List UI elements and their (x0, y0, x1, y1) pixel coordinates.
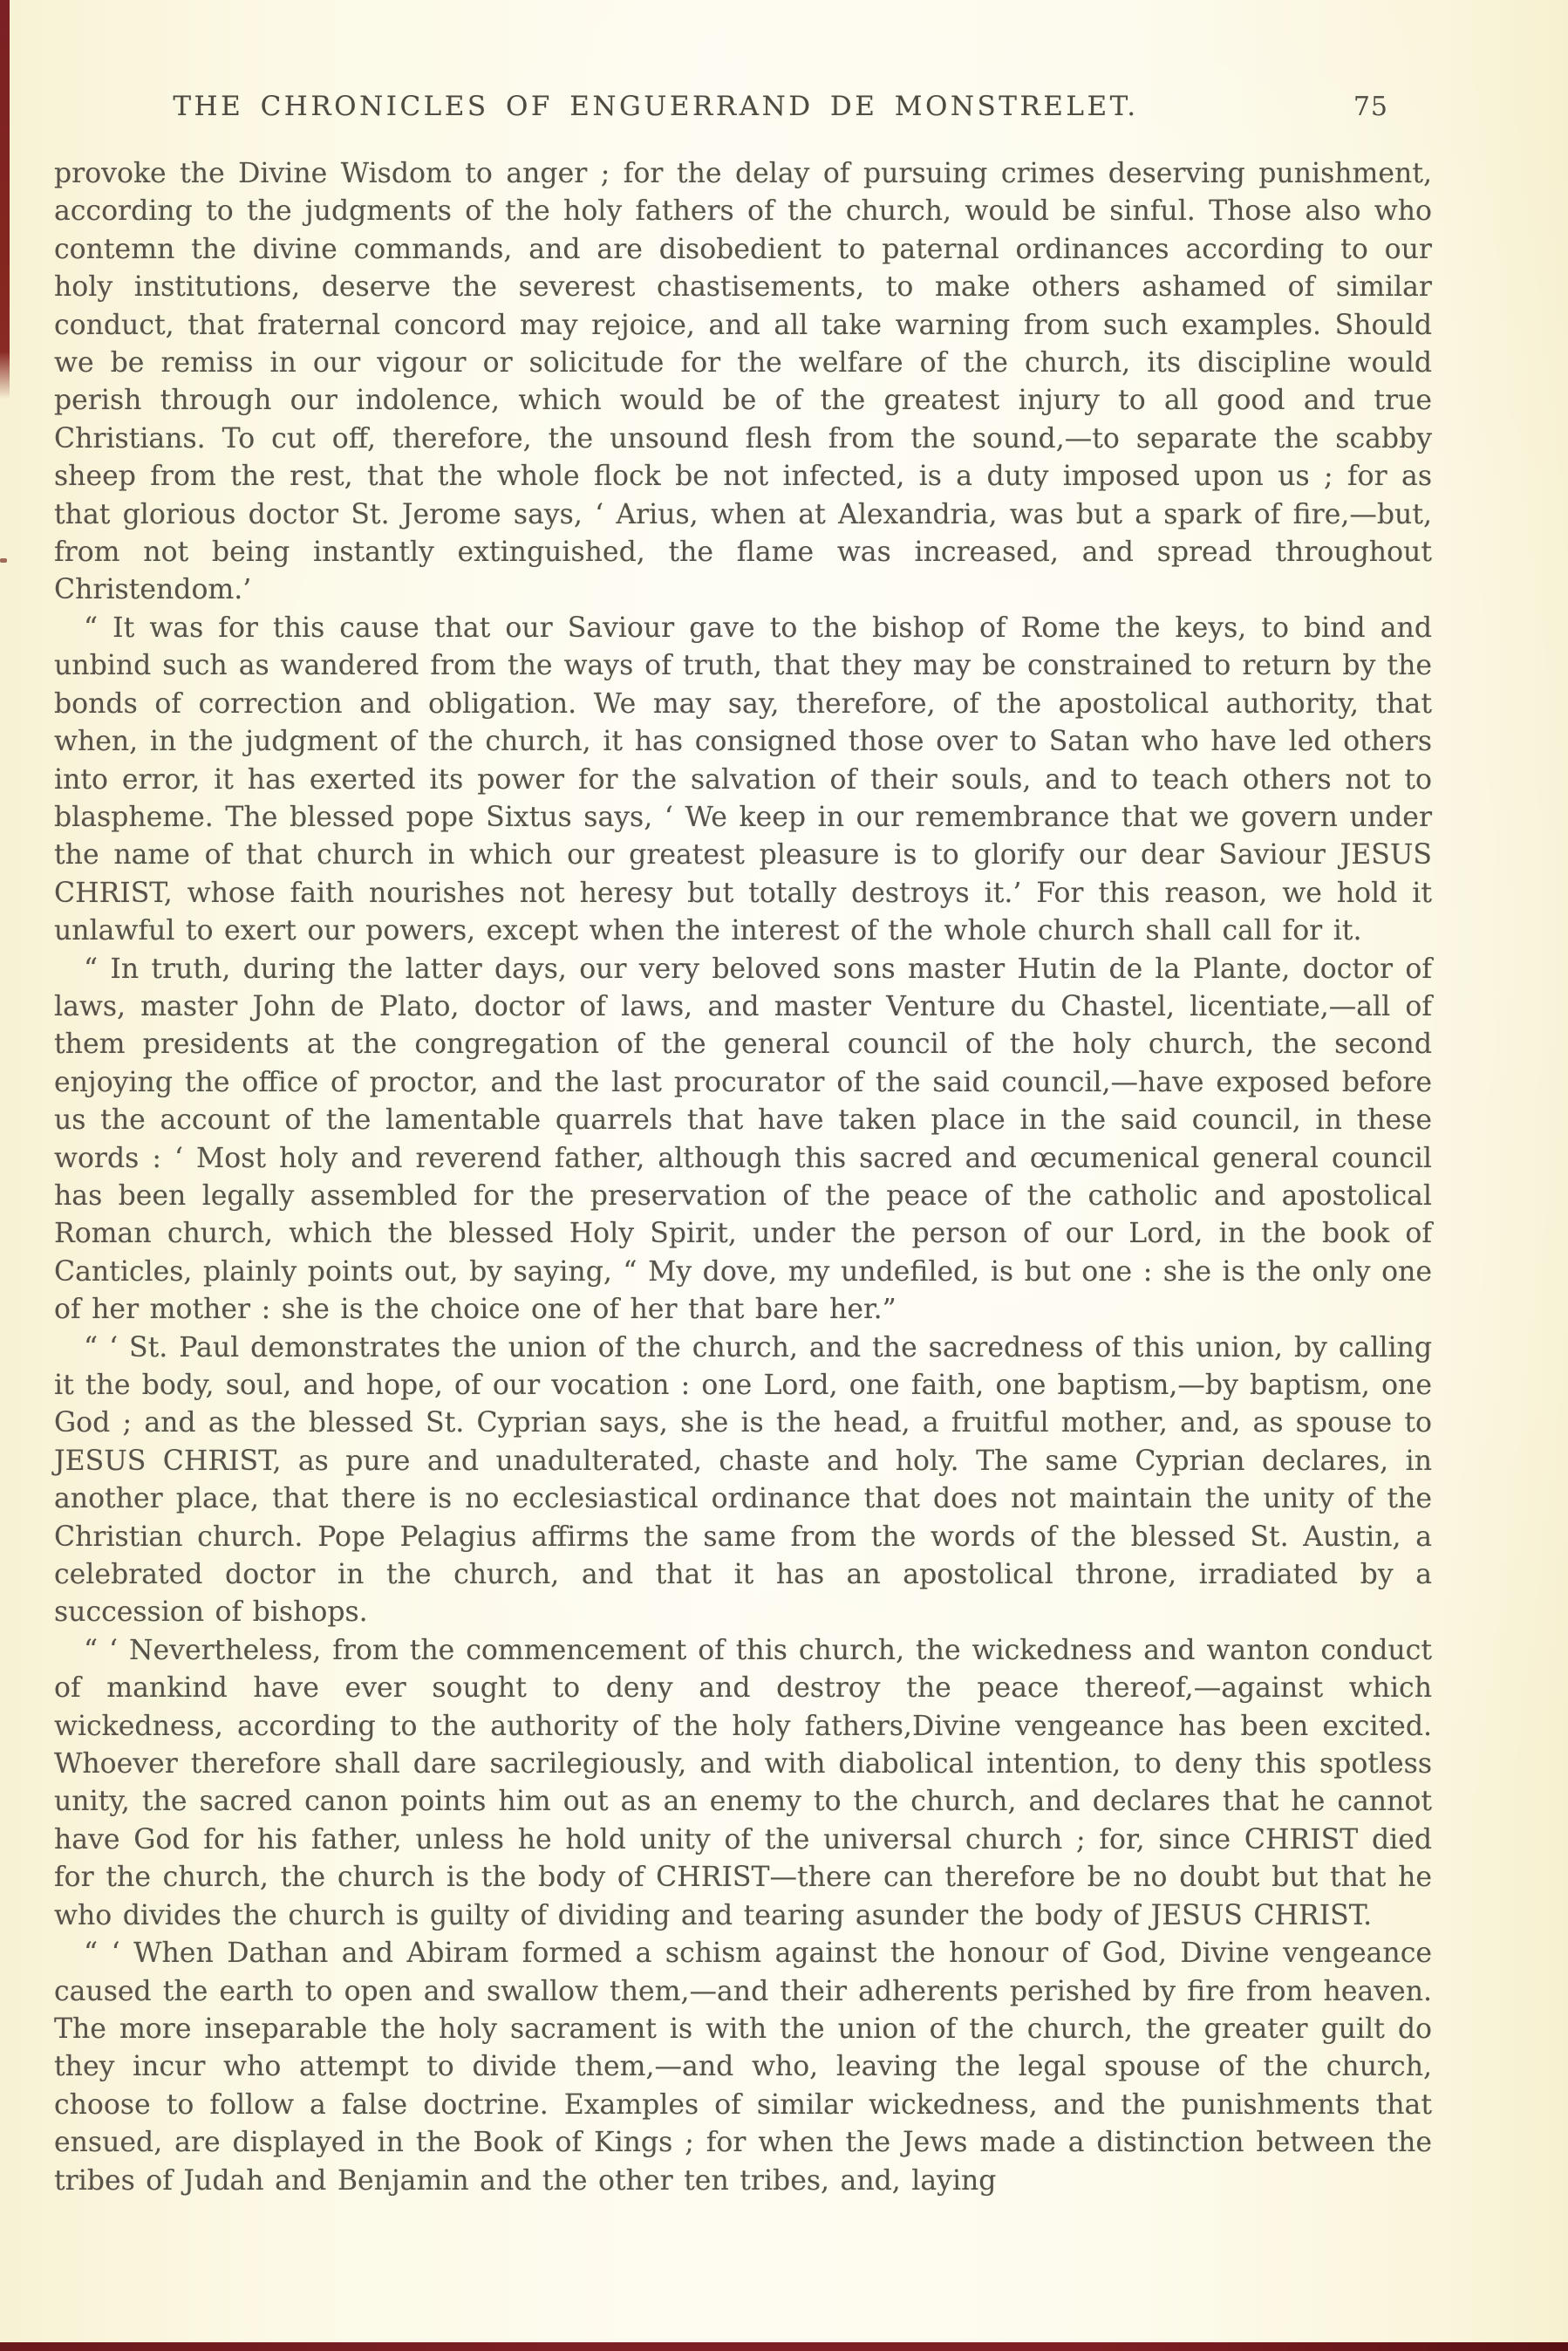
page-body (54, 155, 1432, 2200)
paragraph: “ ‘ St. Paul demonstrates the union of the church, and the sacredness of this union, by calling it the body, soul, and hope, of our vocation : one Lord, one faith, one baptism,—by baptism, one God ; and as the blessed St. Cyprian says, she is the head, a fruitful mother, and, as spouse to JESUS CHRIST, as pure and unadulterated, chaste and holy. The same Cyprian declares, in another place, that there is no ecclesiastical ordinance that does not maintain the unity of the Christian church. Pope Pelagius affirms the same from the words of the blessed St. Austin, a celebrated doctor in the church, and that it has an apostolical throne, irradiated by a succession of bishops. (54, 1331, 1432, 1629)
page-header (54, 91, 1432, 129)
paragraph: provoke the Divine Wisdom to anger ; for the delay of pursuing crimes deserving punishment, according to the judgments of the holy fathers of the church, would be sinful. Those also who contemn the divine commands, and are disobedient to paternal ordinances according to our holy institutions, deserve the severest chastisements, to make others ashamed of similar conduct, that fraternal concord may rejoice, and all take warning from such examples. Should we be remiss in our vigour or solicitude for the welfare of the church, its discipline would perish through our indolence, which would be of the greatest injury to all good and true Christians. To cut off, therefore, the unsound flesh from the sound,—to separate the scabby sheep from the rest, that the whole flock be not infected, is a duty imposed upon us ; for as that glorious doctor St. Jerome says, ‘ Arius, when at Alexandria, was but a spark of fire,—but, from not being instantly extinguished, the flame was increased, and spread throughout Christendom.’ (54, 158, 1432, 606)
paragraph: “ ‘ Nevertheless, from the commencement of this church, the wickedness and wanton conduct of mankind have ever sought to deny and destroy the peace thereof,—against which wickedness, according to the authority of the holy fathers,Divine vengeance has been excited. Whoever therefore shall dare sacrilegiously, and with diabolical intention, to deny this spotless unity, the sacred canon points him out as an enemy to the church, and declares that he cannot have God for his father, unless he hold unity of the universal church ; for, since CHRIST died for the church, the church is the body of CHRIST—there can therefore be no doubt but that he who divides the church is guilty of dividing and tearing asunder the body of JESUS CHRIST. (54, 1634, 1432, 1931)
scan-edge-artifact-bottom (0, 2342, 1568, 2351)
page-number: 75 (1353, 92, 1388, 122)
paragraph: “ It was for this cause that our Saviour gave to the bishop of Rome the keys, to bind and unbind such as wandered from the ways of truth, that they may be constrained to return by the bonds of correction and obligation. We may say, therefore, of the apostolical authority, that when, in the judgment of the church, it has consigned those over to Satan who have led others into error, it has exerted its power for the salvation of their souls, and to teach others not to blaspheme. The blessed pope Sixtus says, ‘ We keep in our remembrance that we govern under the name of that church in which our greatest pleasure is to glorify our dear Saviour JESUS CHRIST, whose faith nourishes not heresy but totally destroys it.’ For this reason, we hold it unlawful to exert our powers, except when the interest of the whole church shall call for it. (54, 612, 1432, 947)
scan-edge-artifact-left (0, 0, 10, 400)
scan-speck-artifact (0, 558, 7, 563)
paragraph: “ In truth, during the latter days, our very beloved sons master Hutin de la Plante, doctor of laws, master John de Plato, doctor of laws, and master Venture du Chastel, licentiate,—all of them presidents at the congregation of the general council of the holy church, the second enjoying the office of proctor, and the last procurator of the said council,—have exposed before us the account of the lamentable quarrels that have taken place in the said council, in these words : ‘ Most holy and reverend father, although this sacred and œcumenical general council has been legally assembled for the preservation of the peace of the catholic and apostolical Roman church, which the blessed Holy Spirit, under the person of our Lord, in the book of Canticles, plainly points out, by saying, “ My dove, my undefiled, is but one : she is the only one of her mother : she is the choice one of her that bare her.” (54, 953, 1432, 1326)
running-title: THE CHRONICLES OF ENGUERRAND DE MONSTRELET. (173, 91, 1139, 122)
paragraph: “ ‘ When Dathan and Abiram formed a schism against the honour of God, Divine vengeance caused the earth to open and swallow them,—and their adherents perished by fire from heaven. The more inseparable the holy sacrament is with the union of the church, the greater guilt do they incur who attempt to divide them,—and who, leaving the legal spouse of the church, choose to follow a false doctrine. Examples of similar wickedness, and the punishments that ensued, are displayed in the Book of Kings ; for when the Jews made a distinction between the tribes of Judah and Benjamin and the other ten tribes, and, laying (54, 1938, 1432, 2197)
